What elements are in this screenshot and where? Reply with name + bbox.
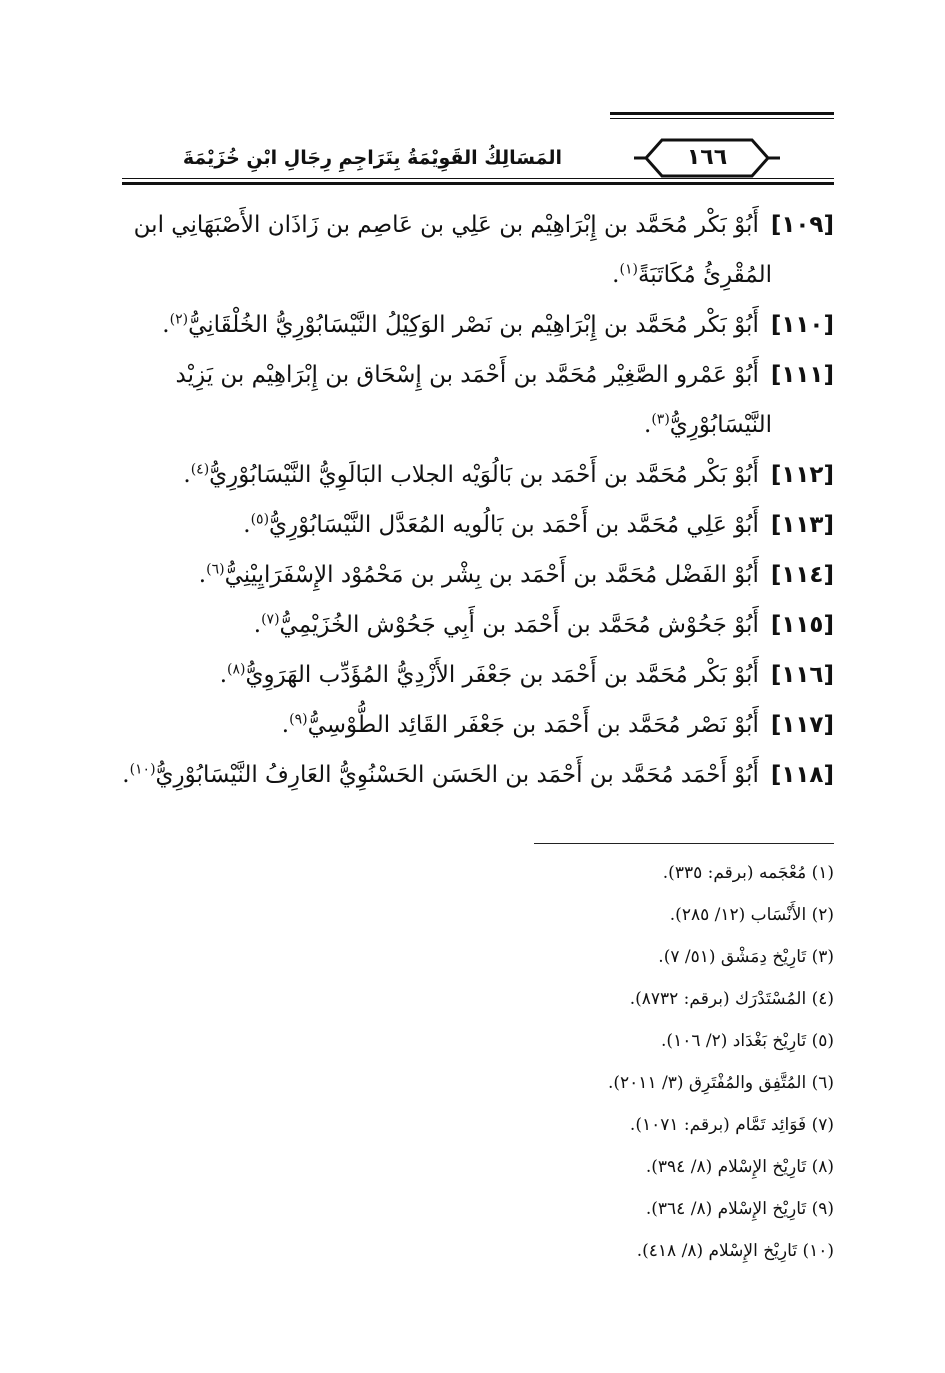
entry-text: أَبُوْ أَحْمَد مُحَمَّد بن أَحْمَد بن الحَسَن الحَسْنُوِيُّ العَارِفُ النَّيْسَابُوْرِيُّ: [155, 762, 759, 788]
entry-number: [١١٦]: [770, 662, 834, 688]
footnote-7: (٧) فَوَائِد تَمَّام (برقم: ١٠٧١).: [629, 1115, 834, 1135]
entry-115: [254, 600, 834, 650]
entry-text: أَبُوْ بَكْر مُحَمَّد بن أَحْمَد بن جَعْفَر الأَزْدِيُّ المُؤَدِّب الهَرَوِيُّ: [245, 662, 759, 688]
footnote-9: (٩) تَارِيْخ الإِسْلام (٨/ ٣٦٤).: [645, 1199, 834, 1219]
footnote-ref[interactable]: (٩): [289, 711, 308, 728]
entry-number: [١١٨]: [770, 762, 834, 788]
header-rule-bottom: [122, 182, 834, 185]
entry-text: أَبُوْ بَكْر مُحَمَّد بن أَحْمَد بن بَالُوَيْه الجلاب البَالَوِيُّ النَّيْسَابُوْرِيُّ: [209, 462, 759, 488]
footnote-1: (١) مُعْجَمه (برقم: ٣٣٥).: [662, 863, 834, 883]
entry-end: .: [183, 462, 191, 488]
entry-number: [١٠٩]: [770, 212, 834, 238]
entry-116: [220, 650, 834, 700]
entry-end: .: [281, 712, 290, 738]
entry-end: .: [644, 412, 652, 438]
entry-112: [183, 450, 834, 500]
footnote-ref[interactable]: (٧): [261, 611, 280, 628]
running-header: [122, 112, 834, 192]
footnote-ref[interactable]: (٢): [169, 311, 189, 328]
footnote-5: (٥) تَارِيْخ بَغْدَاد (٢/ ١٠٦).: [661, 1031, 834, 1051]
entry-end: .: [198, 562, 207, 588]
book-title: المَسَالِكُ القَوِيْمَةُ بِتَرَاجِمِ رِجَالِ ابْنِ خُزَيْمَةَ: [182, 147, 562, 169]
page-number-badge: [632, 134, 782, 182]
entry-text: أَبُوْ جَحُوْش مُحَمَّد بن أَحْمَد بن أَبِي جَحُوْش الخُزَيْمِيُّ: [279, 612, 759, 638]
entry-text: أَبُوْ الفَضْل مُحَمَّد بن أَحْمَد بن بِشْر بن مَحْمُوْد الإِسْفَرَايِيْنِيُّ: [224, 562, 759, 588]
entry-number: [١١١]: [770, 362, 834, 388]
page-number: ١٦٦: [686, 145, 728, 170]
entry-114: [199, 550, 834, 600]
footnote-ref[interactable]: (٦): [206, 561, 225, 578]
entry-110: [122, 300, 834, 350]
entry-117: [282, 700, 834, 750]
footnote-ref[interactable]: (٣): [651, 411, 670, 428]
entry-111: [122, 350, 834, 450]
footnote-ref[interactable]: (٨): [227, 661, 246, 678]
entry-text-line2: النَّيْسَابُوْرِيُّ: [669, 412, 772, 438]
entry-109: [122, 200, 834, 300]
entry-text: أَبُوْ عَلِي مُحَمَّد بن أَحْمَد بن بَالُويه المُعَدَّل النَّيْسَابُوْرِيُّ: [269, 512, 759, 538]
header-rule-top: [610, 112, 834, 115]
entry-number: [١١٥]: [770, 612, 834, 638]
footnote-8: (٨) تَارِيْخ الإِسْلام (٨/ ٣٩٤).: [645, 1157, 834, 1177]
entry-end: .: [219, 662, 227, 688]
entry-number: [١١٤]: [770, 562, 834, 588]
footnote-2: (٢) الأَنْسَاب (١٢/ ٢٨٥).: [669, 905, 834, 925]
entry-end: .: [162, 312, 170, 338]
entry-end: .: [612, 262, 620, 288]
entry-text: أَبُوْ نَصْر مُحَمَّد بن أَحْمَد بن جَعْفَر القَائِد الطُّوْسِيُّ: [307, 712, 759, 738]
footnote-10: (١٠) تَارِيْخ الإِسْلام (٨/ ٤١٨).: [636, 1241, 834, 1261]
entry-end: .: [122, 762, 130, 788]
footnote-ref[interactable]: (٥): [250, 511, 270, 528]
entry-number: [١١٧]: [770, 712, 834, 738]
entry-text: أَبُوْ عَمْرو الصَّغِيْر مُحَمَّد بن أَحْمَد بن إِسْحَاق بن إِبْرَاهِيْم بن يَزِيْد: [175, 362, 759, 388]
footnote-3: (٣) تَارِيْخ دِمَشْق (٥١/ ٧).: [658, 947, 834, 967]
footnote-6: (٦) المُتَّفِق والمُفْتَرِق (٣/ ٢٠١١).: [608, 1073, 834, 1093]
header-rule-top-thin: [610, 118, 834, 119]
entry-number: [١١٠]: [770, 312, 834, 338]
entry-continuation: [122, 250, 834, 300]
entry-text-line2: المُقْرِئُ مُكَاتَبَةً: [637, 262, 772, 288]
footnote-4: (٤) المُسْتَدْرَك (برقم: ٨٧٣٢).: [629, 989, 834, 1009]
entry-continuation: [122, 400, 834, 450]
entry-end: .: [243, 512, 251, 538]
header-rule-bottom-thin: [122, 178, 834, 179]
footnote-separator: [534, 843, 834, 844]
entry-118: [122, 750, 834, 800]
entry-end: .: [253, 612, 262, 638]
footnote-ref[interactable]: (١٠): [129, 761, 156, 778]
entry-text: أَبُوْ بَكْر مُحَمَّد بن إِبْرَاهِيْم بن عَلِي بن عَاصِم بن زَاذَان الأَصْبَهَانِي ابن: [133, 212, 759, 238]
entry-text: أَبُوْ بَكْر مُحَمَّد بن إِبْرَاهِيْم بن نَصْر الوَكِيْلُ النَّيْسَابُوْرِيُّ الخُلْقَانِيُّ: [188, 312, 759, 338]
footnote-ref[interactable]: (٤): [190, 461, 210, 478]
entry-number: [١١٣]: [770, 512, 834, 538]
entry-113: [243, 500, 834, 550]
entry-number: [١١٢]: [770, 462, 834, 488]
footnote-ref[interactable]: (١): [619, 261, 638, 278]
